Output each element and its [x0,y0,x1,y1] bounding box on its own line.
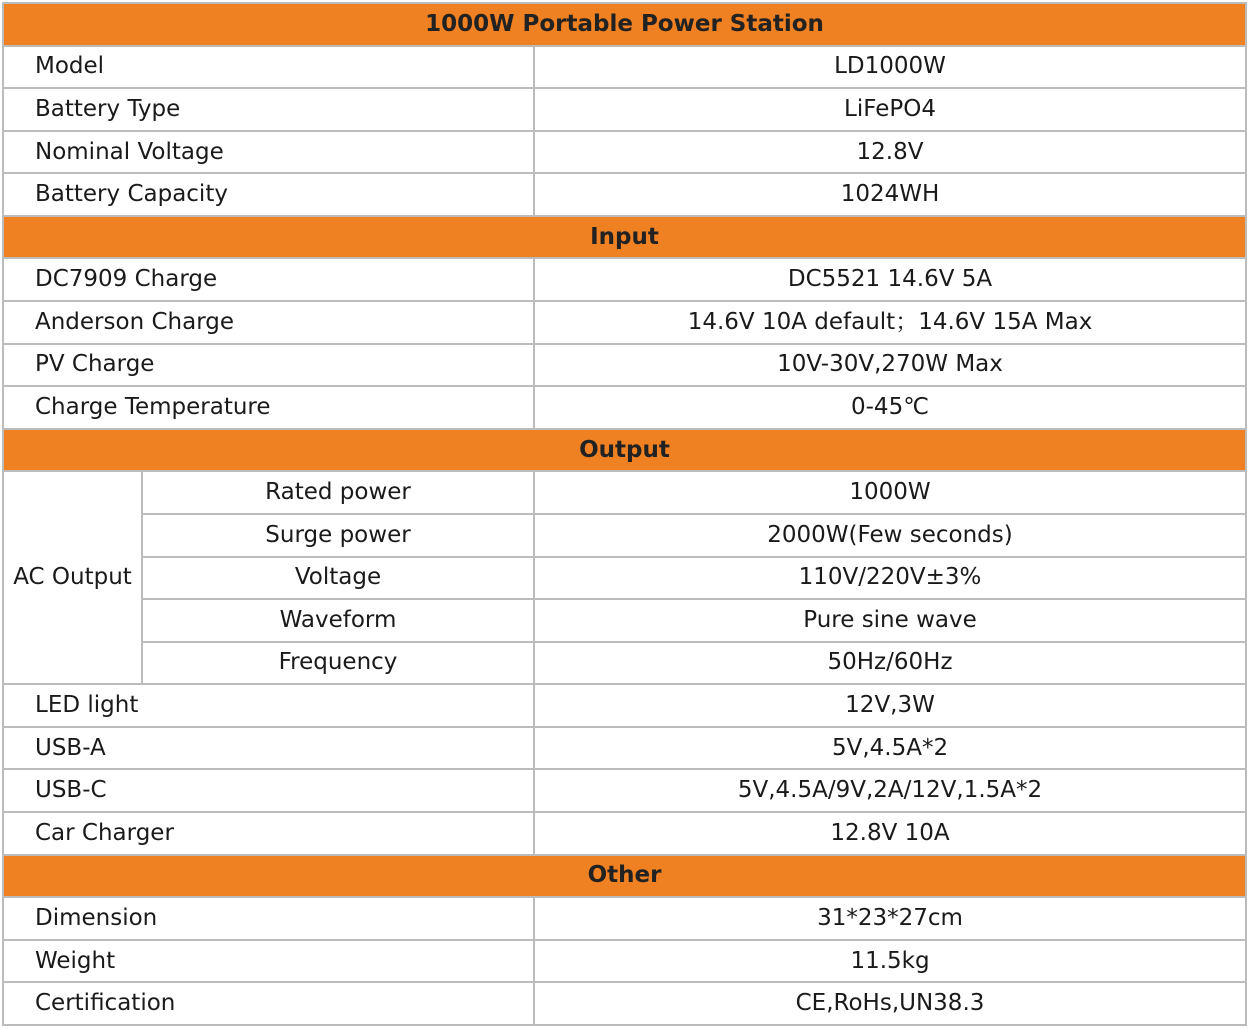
table-row [3,684,1246,727]
spec-value: 110V/220V±3% [534,557,1246,600]
spec-label: Nominal Voltage [3,131,534,174]
spec-label: Certification [3,982,534,1025]
spec-value: 5V,4.5A*2 [534,727,1246,770]
spec-label: PV Charge [3,344,534,387]
spec-label: Model [3,46,534,89]
section-header-row [3,855,1246,898]
spec-value: 11.5kg [534,940,1246,983]
spec-label: Charge Temperature [3,386,534,429]
spec-value: 1000W [534,471,1246,514]
title-row [3,3,1246,46]
table-row [3,386,1246,429]
spec-sublabel: Voltage [142,557,534,600]
table-row [3,727,1246,770]
spec-value: 50Hz/60Hz [534,642,1246,685]
section-title-other: Other [3,855,1246,898]
section-title-output: Output [3,429,1246,472]
spec-label: USB-C [3,769,534,812]
section-title-input: Input [3,216,1246,259]
table-row [3,812,1246,855]
spec-value: 14.6V 10A default；14.6V 15A Max [534,301,1246,344]
spec-label: LED light [3,684,534,727]
spec-label: USB-A [3,727,534,770]
table-row [3,897,1246,940]
table-row [3,344,1246,387]
spec-sublabel: Frequency [142,642,534,685]
spec-value: DC5521 14.6V 5A [534,258,1246,301]
table-row [3,46,1246,89]
table-row [3,769,1246,812]
spec-value: 0-45℃ [534,386,1246,429]
spec-sublabel: Waveform [142,599,534,642]
table-title: 1000W Portable Power Station [3,3,1246,46]
spec-value: LD1000W [534,46,1246,89]
table-row [3,471,1246,514]
table-row [3,557,1246,600]
spec-value: LiFePO4 [534,88,1246,131]
ac-output-group-label: AC Output [3,471,142,684]
spec-sublabel: Rated power [142,471,534,514]
table-row [3,88,1246,131]
spec-label: Weight [3,940,534,983]
table-row [3,982,1246,1025]
table-row [3,301,1246,344]
section-header-row [3,429,1246,472]
table-row [3,599,1246,642]
spec-value: 12.8V 10A [534,812,1246,855]
section-header-row [3,216,1246,259]
spec-sublabel: Surge power [142,514,534,557]
spec-label: DC7909 Charge [3,258,534,301]
spec-label: Car Charger [3,812,534,855]
spec-value: 10V-30V,270W Max [534,344,1246,387]
table-row [3,940,1246,983]
spec-label: Battery Type [3,88,534,131]
table-row [3,642,1246,685]
spec-value: 31*23*27cm [534,897,1246,940]
spec-label: Anderson Charge [3,301,534,344]
spec-value: 12.8V [534,131,1246,174]
spec-value: 12V,3W [534,684,1246,727]
spec-value: 5V,4.5A/9V,2A/12V,1.5A*2 [534,769,1246,812]
table-row [3,173,1246,216]
table-row [3,131,1246,174]
spec-value: CE,RoHs,UN38.3 [534,982,1246,1025]
spec-label: Battery Capacity [3,173,534,216]
spec-value: 1024WH [534,173,1246,216]
spec-value: 2000W(Few seconds) [534,514,1246,557]
spec-value: Pure sine wave [534,599,1246,642]
spec-label: Dimension [3,897,534,940]
table-row [3,258,1246,301]
table-row [3,514,1246,557]
spec-table [2,2,1247,1026]
